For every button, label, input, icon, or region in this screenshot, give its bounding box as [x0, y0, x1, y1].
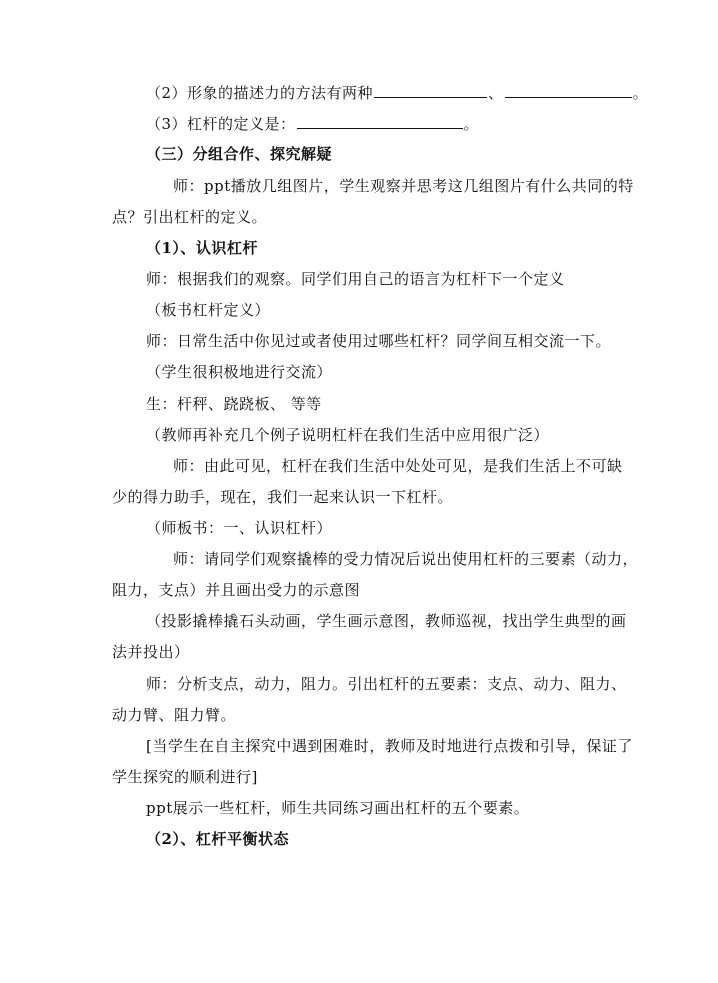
- answer-blank-2[interactable]: [505, 82, 632, 98]
- paragraph-line: 点？引出杠杆的定义。: [112, 208, 268, 226]
- separator: 、: [488, 84, 504, 102]
- paragraph-line: 师：由此可见，杠杆在我们生活中处处可见，是我们生活上不可缺: [173, 457, 623, 475]
- paragraph-line: 少的得力助手，现在，我们一起来认识一下杠杆。: [112, 488, 454, 506]
- paragraph-line: 学生探究的顺利进行]: [112, 768, 258, 786]
- subsection-heading: （2）、杠杆平衡状态: [146, 830, 289, 848]
- paragraph-line: 生：杆秤、跷跷板、 等等: [146, 395, 322, 413]
- paragraph-line: 师：分析支点，动力，阻力。引出杠杆的五要素：支点、动力、阻力、: [146, 675, 627, 693]
- paragraph-line: 师：根据我们的观察。同学们用自己的语言为杠杆下一个定义: [146, 270, 565, 288]
- question-3-text: （3）杠杆的定义是：: [146, 115, 296, 133]
- period: 。: [463, 115, 480, 133]
- answer-blank-1[interactable]: [374, 82, 487, 98]
- paragraph-line: 师：ppt播放几组图片，学生观察并思考这几组图片有什么共同的特: [173, 177, 634, 195]
- paragraph-line: （教师再补充几个例子说明杠杆在我们生活中应用很广泛）: [146, 426, 550, 444]
- question-2-text: （2）形象的描述力的方法有两种: [146, 84, 374, 102]
- paragraph-line: 师：请同学们观察撬棒的受力情况后说出使用杠杆的三要素（动力，: [173, 550, 639, 568]
- paragraph-line: 师：日常生活中你见过或者使用过哪些杠杆？同学间互相交流一下。: [146, 332, 612, 350]
- section-heading: （三）分组合作、探究解疑: [146, 145, 333, 163]
- paragraph-line: 阻力，支点）并且画出受力的示意图: [112, 581, 361, 599]
- paragraph-line: （学生很积极地进行交流）: [146, 363, 333, 381]
- paragraph-line: ppt展示一些杠杆，师生共同练习画出杠杆的五个要素。: [146, 799, 530, 817]
- period: 。: [632, 84, 649, 102]
- paragraph-line: 法并投出）: [112, 643, 190, 661]
- paragraph-line: [当学生在自主探究中遇到困难时，教师及时地进行点拨和引导，保证了: [146, 737, 633, 755]
- paragraph-line: （投影撬棒撬石头动画，学生画示意图，教师巡视，找出学生典型的画: [146, 612, 627, 630]
- answer-blank-3[interactable]: [297, 113, 463, 129]
- subsection-heading: （1）、认识杠杆: [146, 239, 258, 257]
- question-3: [146, 113, 479, 134]
- paragraph-line: 动力臂、阻力臂。: [112, 706, 237, 724]
- paragraph-line: （师板书：一、认识杠杆）: [146, 519, 333, 537]
- question-2: [146, 82, 648, 103]
- paragraph-line: （板书杠杆定义）: [146, 301, 271, 319]
